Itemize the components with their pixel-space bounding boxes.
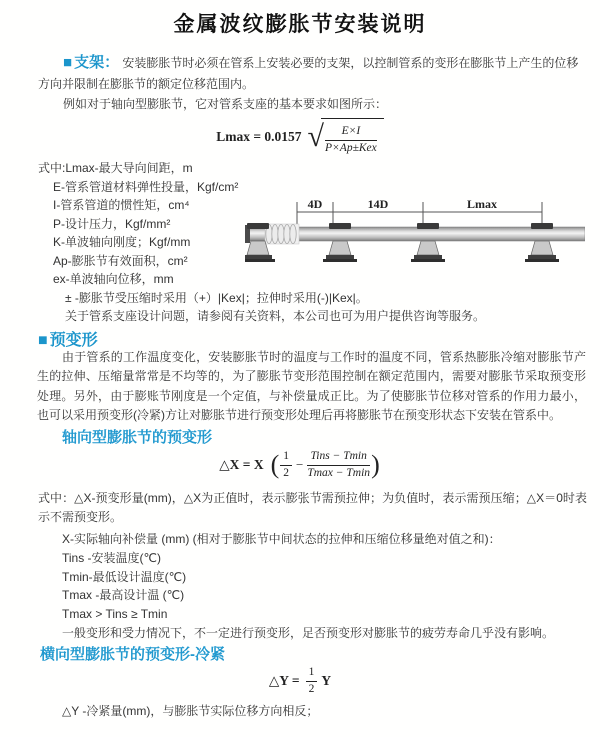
axial-definition-line: Tins -安装温度(℃) [62, 550, 162, 565]
predeform-heading-label: 预变形 [49, 332, 98, 349]
dim-label-14d: 14D [367, 197, 389, 211]
lmax-formula [0, 118, 600, 156]
axial-definition-line: Tmax > Tins ≥ Tmin [62, 607, 168, 622]
lateral-predeform-formula [0, 666, 600, 697]
axial-formula-row [219, 450, 380, 481]
axial-definition-line: Tmax -最高设计温 (℃) [62, 588, 185, 603]
predeform-section-heading [38, 327, 98, 350]
half-denominator: 2 [308, 682, 315, 695]
lmax-fraction-numerator: E×I [325, 125, 377, 141]
support-intro-text: 安装膨胀节时必须在管系上安装必要的支架，以控制管系的变形在膨胀节上产生的位移方向并限制在膨胀节的额定位移范围内。 [38, 56, 579, 91]
lateral-formula-row [269, 666, 331, 697]
support-example-line: 例如对于轴向型膨胀节，它对管系支座的基本要求如图所示： [63, 97, 388, 111]
page-title: 金属波纹膨胀节安装说明 [173, 13, 427, 36]
axial-formula-lhs: △X = X [219, 457, 264, 473]
definition-line: ex-单波轴向位移，mm [53, 272, 174, 286]
dim-label-4d: 4D [307, 197, 323, 211]
temperature-fraction [307, 450, 370, 481]
minus-sign: − [296, 457, 304, 473]
radical-sign: √ [307, 119, 325, 153]
half-numerator: 1 [306, 666, 318, 682]
half-fraction [280, 450, 292, 481]
section-marker-icon: ■ [63, 54, 73, 71]
axial-subsection-heading: 轴向型膨胀节的预变形 [62, 429, 213, 446]
axial-formula-explanation: 式中：△X-预变形量(mm)，△X为正值时，表示膨张节需预拉伸；为负值时，表示需预压缩；△X＝0时表示不需预变形。 [38, 491, 587, 524]
lateral-formula-note: △Y -冷紧量(mm)，与膨胀节实际位移方向相反； [62, 704, 319, 718]
axial-predeform-formula [0, 450, 600, 481]
lmax-formula-lhs: Lmax = 0.0157 [216, 128, 302, 144]
definition-line: E-管系管道材料弹性投量，Kgf/cm² [53, 179, 239, 194]
temperature-denominator: Tmax − Tmin [307, 466, 371, 479]
support-section-heading [63, 54, 119, 71]
definition-line: P-设计压力，Kgf/mm² [53, 216, 171, 231]
pipe-support-diagram [245, 193, 585, 273]
bellows-icon [265, 224, 299, 244]
dim-label-lmax: Lmax [467, 197, 497, 211]
lmax-fraction-denominator: P×Ap±Kex [325, 141, 377, 154]
section-marker-icon: ■ [38, 332, 48, 349]
temperature-numerator: Tins − Tmin [307, 450, 370, 466]
predeform-paragraph: 由于管系的工作温度变化，安装膨胀节时的温度与工作时的温度不同，管系热膨胀冷缩对膨胀节产生的拉伸、压缩量常常是不均等的，为了膨胀节变形范围控制在额定范围内，需要对膨胀节采取预变形处理。另外，由于膨账节刚度是一个定值，与补偿量成正比。为了使膨胀节位移对管系的作用力最小，也可以采用预变形(冷紧)方让对膨胀节进行预变形处理后再将膨胀节在预变形状态下安装在管系中。 [37, 350, 586, 423]
axial-definitions [38, 530, 593, 643]
open-paren: ( [270, 450, 280, 480]
lateral-subsection-heading: 横向型膨胀节的预变形-冷紧 [40, 646, 225, 663]
axial-definition-line: 一般变形和受力情况下，不一定进行预变形，足否预变形对膨胀节的疲劳寿命几乎没有影响。 [62, 625, 555, 640]
lateral-formula-rhs: Y [321, 673, 332, 689]
lateral-formula-lhs: △Y = [268, 673, 300, 689]
axial-definition-line: X-实际轴向补偿量 (mm) (相对于膨胀节中间状态的拉伸和压缩位移量绝对值之和)： [62, 532, 501, 546]
definition-line: I-管系管道的惯性矩，cm⁴ [53, 198, 190, 212]
lmax-formula-row [216, 118, 384, 156]
lmax-fraction [325, 125, 377, 156]
plus-minus-note: ± -膨胀节受压缩时采用（+）|Kex|；拉伸时采用(-)|Kex|。 [65, 290, 368, 305]
half-numerator: 1 [280, 450, 292, 466]
definition-line: K-单波轴向刚度；Kgf/mm [53, 235, 191, 249]
service-note: 关于管系支座设计问题，请参阅有关资料，本公司也可为用户提供咨询等服务。 [65, 309, 486, 323]
close-paren: ) [371, 450, 380, 480]
definition-line: Ap-膨胀节有效面积，cm² [53, 253, 188, 268]
axial-definition-line: Tmin-最低设计温度(℃) [62, 569, 187, 584]
radicand [321, 118, 384, 156]
definition-line: 式中:Lmax-最大导向间距，m [38, 161, 193, 175]
half-fraction [306, 666, 318, 697]
support-intro-paragraph [38, 52, 586, 95]
support-heading-label: 支架： [74, 54, 120, 71]
half-denominator: 2 [283, 466, 289, 479]
